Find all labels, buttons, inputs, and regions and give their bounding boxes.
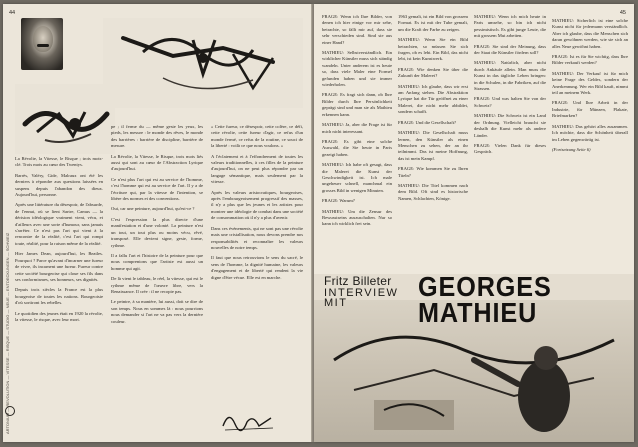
portrait-mustache xyxy=(37,44,49,47)
paragraph: FRAGE: Warum? xyxy=(322,198,355,204)
paragraph: Après les valeurs aristocratiques, bourgeoises, après l'embourgeoisement progressif des masses, il n'y a plus que les jeunes et les artistes pour montrer une idéologie de combat dans une société de consommation où il n'y a plus d'avenir. xyxy=(211,189,303,221)
left-column-2 xyxy=(111,124,203,436)
paragraph: FRAGE: Wie denken Sie über die Zukunft der Malerei? xyxy=(398,66,468,79)
paragraph: Barrès, Valéry, Gide, Malraux ont été les derniers à répondre aux questions laissées en suspens depuis l'abandon des dieux. Aujourd'hui, personne. xyxy=(15,172,103,198)
paragraph: FRAGE: Und die Gesellschaft? xyxy=(398,119,457,125)
paragraph: Ce n'est plus l'art qui est au service de l'homme, c'est l'homme qui est au service de l'art. Il y a de l'écriture qui, par la vitesse de l'intention, se libère des normes et des conventions. xyxy=(111,176,203,202)
right-column-1 xyxy=(322,14,392,270)
paragraph: MATHIEU: Um die Zensur des Bewusstseins auszuschalten. Nur so kann ich wirklich frei sein. xyxy=(322,208,392,227)
title-last-name: MATHIEU xyxy=(418,297,538,328)
paragraph: MATHIEU: Ja, aber die Frage ist für mich nicht interessant. xyxy=(322,122,392,134)
paragraph: Oui, car une peinture, aujourd'hui, qu'est-ce ? xyxy=(111,206,195,212)
paragraph: C'est l'expression la plus directe d'une manifestation et d'une volonté. La peinture n'est un tout, un tout plus ou moins vécu, rêvé, transposé. Elle devient signe, geste, forme, rythme. xyxy=(111,216,203,248)
left-page xyxy=(3,4,312,442)
paragraph: FRAGE: Vielen Dank für dieses Gespräch. xyxy=(474,142,546,155)
paragraph: MATHIEU: Der Verkauf ist für mich keine Frage des Geldes, sondern der Anerkennung. Wer ein Bild kauft, nimmt teil an meinem Werk. xyxy=(552,70,628,96)
margin-vertical-text: ARTONIUM — REVOLUTION — VITESSE — RISQUE — STUDIO — NEUE — ENTDECKUNGEN — SCHWEIZ xyxy=(5,232,10,434)
paragraph: MATHIEU: Die Titel kommen nach dem Bild. Oft sind es historische Namen, Schlachten, Könige. xyxy=(398,182,468,201)
publisher-logo-icon xyxy=(5,406,15,416)
title-first-name: GEORGES xyxy=(418,271,552,302)
left-column-3 xyxy=(211,124,303,404)
paragraph: Le quotidien des jeunes était en 1920 la révolte, la vitesse, le risque, avec leur mort. xyxy=(15,310,103,322)
paragraph: FRAGE: Sie sind der Meinung, dass der Staat die Künstler fördern soll? xyxy=(474,43,546,56)
right-column-4 xyxy=(552,18,628,270)
signature-icon xyxy=(219,408,279,434)
paragraph: FRAGE: Ist es für Sie wichtig, dass Ihre Bilder verkauft werden? xyxy=(552,54,628,66)
paragraph: « Cette fureur, ce désespoir, cette colère, ce défi, cette révolte, cette fureur d'agir, ce refus d'un monde fermé, ce refus de la routine, ce souci de la liberté : voilà ce que nous voulons. » xyxy=(211,124,303,149)
interview-heading xyxy=(324,288,398,308)
paragraph: 1963 gemalt, ist ein Bild von grossem Format. Es ist mit der Tube gemalt, um die Kraft der Farbe zu zeigen. xyxy=(398,14,468,32)
paragraph: Il faut que nous retrouvions le sens du sacré, le sens de l'homme, la dignité humaine, les valeurs d'engagement et de liberté qui rendent la vie digne d'être vécue. Elle est en marche. xyxy=(211,255,303,280)
paragraph: La Révolte, la Vitesse, le Risque, trois mots liés aussi qui sont au cœur de l'Abstraction Lyrique d'aujourd'hui. xyxy=(111,153,203,172)
continuation-note: (Fortsetzung Seite 6) xyxy=(552,146,591,152)
paragraph: MATHIEU: Sicherlich ist eine solche Kunst nicht für jedermann verständlich. Aber ich glaube, dass die Menschen sich daran gewöhnen werden, wie sie sich an alles Neue gewöhnt haben. xyxy=(552,18,628,49)
right-column-3 xyxy=(474,14,546,270)
paragraph: FRAGE: Wenn ich Ihre Bilder, von denen ich hier einige vor mir sehe, betrachte, so fällt mir auf, dass sie sehr verschieden sind. Sind sie aus einer Hand? xyxy=(322,14,392,45)
paragraph: Il a fallu l'art et l'histoire de la peinture pour que nous comprenions que l'artiste est aussi un homme qui agit. xyxy=(111,252,203,271)
paragraph: MATHIEU: Die Gesellschaft muss lernen, den Künstler als einen Menschen zu sehen, der an ihr teilnimmt. Das ist meine Hoffnung, das ist mein Kampf. xyxy=(398,130,468,161)
right-page xyxy=(314,4,634,442)
brush-stroke-large-icon xyxy=(103,18,303,108)
left-column-1 xyxy=(15,156,103,436)
right-column-2 xyxy=(398,14,468,270)
paragraph: MATHIEU: Ich habe oft gesagt, dass die Malerei die Kunst der Geschwindigkeit ist. Ich male ungeheuer schnell, manchmal ein grosses Bild in wenigen Minuten. xyxy=(322,162,392,193)
paragraph: MATHIEU: Selbstverständlich. Ein wirklicher Künstler muss sich ständig wandeln. Unter anderem ist es heute so, dass viele Maler eine Formel gefunden haben und sie immer wiederholen. xyxy=(322,50,392,88)
paragraph: MATHIEU: Ich glaube, dass wir erst am Anfang stehen. Die Abstraktion Lyrique hat die Tür geöffnet zu einer Malerei, die nicht mehr abbildet, sondern schafft. xyxy=(398,83,468,115)
paragraph: Le peintre, à sa manière, lui aussi, doit se dire de son temps. Nous en sommes là : nous pourrions nous demander si l'art ne va pas vers la dernière couleur. xyxy=(111,299,203,324)
paragraph: pe ; il ferme du — même geste les yeux, les pieds, les mesure : le monde des rêves, le monde des barrières : barrière de discipline, barrière de mesure. xyxy=(111,124,203,149)
paragraph: MATHIEU: Wenn ich mich heute in Paris umsehe, so bin ich nicht pessimistisch. Es gibt junge Leute, die mit grossem Mut arbeiten. xyxy=(474,14,546,39)
paragraph: FRAGE: Und was halten Sie von der Schweiz? xyxy=(474,96,546,108)
page-number-right: 45 xyxy=(619,10,626,16)
painting-small xyxy=(15,84,115,154)
brush-stroke-small-icon xyxy=(15,84,115,154)
paragraph: La Révolte, la Vitesse, le Risque ; trois mots-clé. Trois mots au cœur des Twentys. xyxy=(15,156,103,168)
paragraph: A l'éclatement et à l'effondrement de toutes les valeurs traditionnelles, à ces filles de la peinture d'aujourd'hui, on ne peut plus répondre par un langage sémantique, mais seulement par la vitesse. xyxy=(211,153,303,185)
paragraph: MATHIEU: Das gehört alles zusammen. Ich möchte, dass die Schönheit überall im Leben gegenwärtig ist. xyxy=(552,123,628,142)
paragraph: Après une littérature du désespoir, de l'absurde, de l'ennui, où se lient Sartre, Camus — la dérision idéologique vraiment vient, vécu, et d'ailleurs avec une sorte d'humour, sans jamais s'arrêter. Ce n'est pas l'art qui vient à la rencontre de la réalité, c'est l'art qui rompt toute, réalité, pour la raison même de la réalité. xyxy=(15,202,103,246)
paragraph: FRAGE: Und Ihre Arbeit in der Industrie, für Münzen, Plakate, Briefmarken? xyxy=(552,100,628,119)
paragraph: FRAGE: Es fragt sich dann, ob Ihre Bilder durch Ihre Persönlichkeit geprägt sind und man sie als Mathieu erkennen kann. xyxy=(322,92,392,117)
paragraph: MATHIEU: Die Schweiz ist ein Land der Ordnung. Vielleicht braucht sie deshalb die Kunst mehr als andere Länder. xyxy=(474,113,546,138)
page-number-left: 44 xyxy=(9,10,16,16)
painting-large xyxy=(103,18,303,108)
paragraph: Depuis trois siècles la France est la plus bourgeoise de toutes les nations. Bourgeoisie d'où sortiront les rebelles. xyxy=(15,287,103,306)
paragraph: Dans ces événements, qui ne sont pas une révolte mais une cristallisation, nous devons prendre nos responsabilités et reconnaître les valeurs nouvelles de notre temps. xyxy=(211,225,303,250)
paragraph: FRAGE: Es gibt eine solche Auswahl, die Sie heute in Paris gezeigt haben. xyxy=(322,138,392,157)
artist-signature xyxy=(219,408,279,434)
paragraph: MATHIEU: Natürlich, aber nicht durch Ankäufe allein. Man muss die Kunst in das tägliche Leben bringen: in die Schulen, in die Fabriken, auf die Strassen. xyxy=(474,60,546,92)
paragraph: MATHIEU: Wenn Sie ein Bild betrachten, so müssen Sie sich fragen, ob es lebt. Ein Bild, das nicht lebt, ist kein Kunstwerk. xyxy=(398,37,468,62)
paragraph: Hier James Dean, aujourd'hui, les Beatles. Pourquoi ? Parce qu'avant d'incarner une fureur de vivre, ils incarnent une fureur. Fureur contre cette société bourgeoise qui cloue ses fils dans ses conformismes, ses honneurs, ses dignités. xyxy=(15,251,103,282)
paragraph: FRAGE: Wie kommen Sie zu Ihren Titeln? xyxy=(398,166,468,178)
article-title-name xyxy=(418,271,552,328)
interview-mit: MIT xyxy=(324,297,348,309)
portrait-face xyxy=(33,26,53,52)
paragraph: De là vient le tableau, le réel, la vitesse, qui est le rythme même de l'œuvre libre, vers la Renaissance. Il crée : il ne recopie pas. xyxy=(111,276,203,294)
portrait-photo xyxy=(21,18,63,70)
article-author: Fritz Billeter xyxy=(324,274,392,288)
interview-label: INTERVIEW xyxy=(324,287,399,299)
